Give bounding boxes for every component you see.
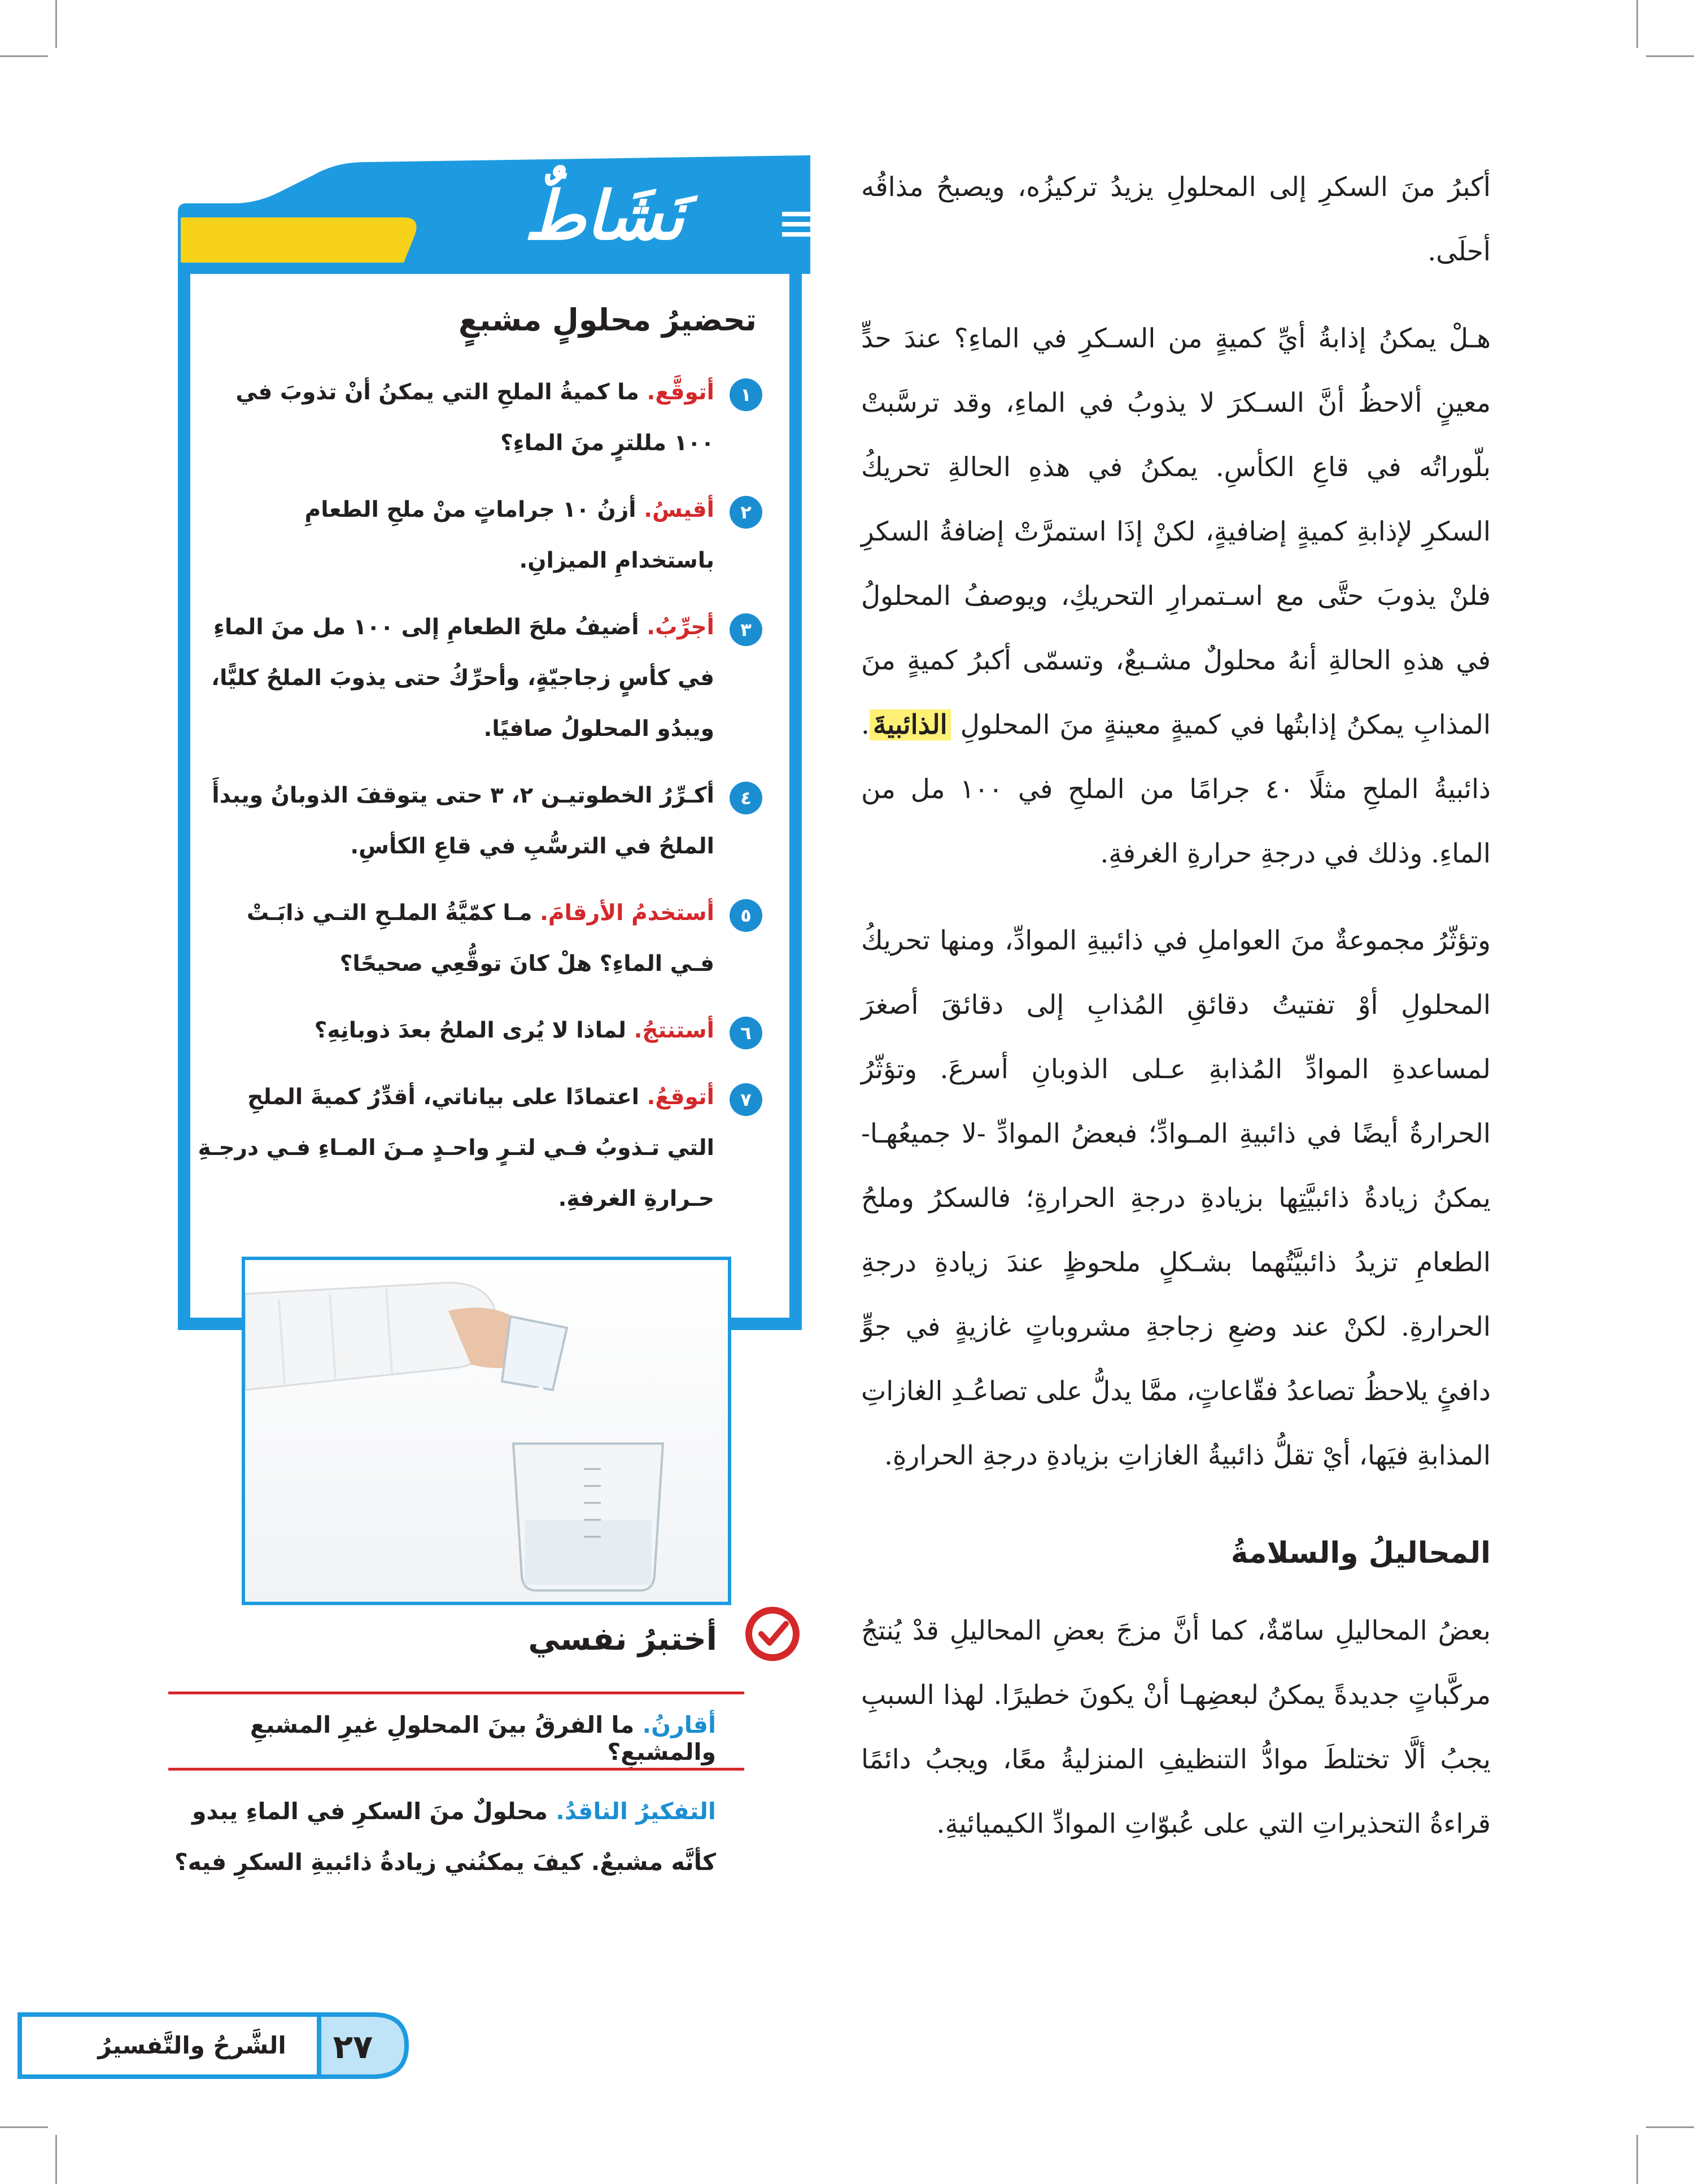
paragraph-factors: وتؤثّرُ مجموعةٌ منَ العواملِ في ذائبيةِ الموادِّ، ومنها تحريكُ المحلولِ أوْ تفتيتُ دقائقِ المُذابِ إلى دقائقَ أصغرَ لمساعدةِ الموادِّ المُذابةِ عـلى الذوبانِ أسرعَ. وتؤثّرُ الحرارةُ أيضًا في ذائبيةِ المـوادِّ؛ فبعضُ الموادِّ -لا جميعُهـا- يمكنُ زيادةُ ذائبيَّتِها بزيادةِ درجةِ الحرارةِ؛ فالسكرُ وملحُ الطعامِ تزيدُ ذائبيَّتُهما بشـكلٍ ملحوظٍ عندَ زيادةِ درجةِ الحرارةِ. لكنْ عند وضعِ زجاجةِ مشروباتٍ غازيةٍ في جوٍّ دافئٍ يلاحظُ تصاعدُ فقّاعاتٍ، ممَّا يدلُّ على تصاعُـدِ الغازاتِ المذابةِ فيَها، أيْ تقلُّ ذائبيةُ الغازاتِ بزيادةِ درجةِ الحرارةِ. [861,925,1491,1471]
crop-mark [55,2135,57,2184]
crop-mark [1636,2135,1638,2184]
activity-step [198,770,762,872]
step-text: لماذا لا يُرى الملحُ بعدَ ذوبانِهِ؟ [314,1018,634,1043]
checkmark-icon [744,1606,801,1662]
question-label: أقارنُ. [642,1711,716,1738]
step-number: ٥ [730,899,762,932]
crop-mark [55,0,57,48]
beaker-photo [242,1257,731,1605]
step-text: أكـرِّرُ الخطوتيـن ٢، ٣ حتى يتوقفَ الذوبانُ ويبدأَ الملحُ في الترسُّبِ في قاعِ الكأسِ. [212,783,714,859]
beaker-illustration [245,1260,728,1602]
activity-step [198,367,762,469]
activity-heading: تحضيرُ محلولٍ مشبعٍ [458,302,757,338]
step-keyword: أقيسُ. [644,497,714,522]
step-keyword: أتوقَّع. [647,380,714,405]
divider [168,1768,744,1771]
paragraph-solubility-part2: . ذائبيةُ الملحِ مثلًا ٤٠ جرامًا من الملحِ في ١٠٠ مل من الماءِ. وذلك في درجةِ حرارةِ الغرفةِ. [861,709,1491,869]
step-text: أضيفُ ملحَ الطعامِ إلى ١٠٠ مل منَ الماءِ في كأسٍ زجاجيّةٍ، وأحرِّكُ حتى يذوبَ الملحُ كليًّا، ويبدُو المحلولُ صافيًا. [211,614,714,742]
step-keyword: أستنتجُ. [634,1018,714,1043]
crop-mark [1636,0,1638,48]
question-label: التفكيرُ الناقدُ. [556,1798,716,1825]
solubility-term: الذائبيةَ [870,709,951,740]
crop-mark [1646,55,1694,57]
question-text: محلولٌ منَ السكرِ في الماءِ يبدو كأنَّه مشبعٌ. كيفَ يمكنُني زيادةُ ذائبيةِ السكرِ فيه؟ [174,1798,716,1876]
step-keyword: أتوقعُ. [647,1084,714,1110]
step-text: أزنُ ١٠ جراماتٍ منْ ملحِ الطعامِ باستخدامِ الميزانِ. [304,497,714,573]
activity-title: نَشَاطٌ [524,176,684,255]
question-text: ما الفرقُ بينَ المحلولِ غيرِ المشبعِ والمشبعِ؟ [250,1711,716,1765]
activity-steps [198,367,762,1240]
crop-mark [0,2126,48,2128]
footer-section-label: الشَّرحُ والتَّفسيرُ [98,2032,286,2059]
step-keyword: أستخدمُ الأرقامَ. [540,900,714,926]
paragraph-intro: أكبرُ منَ السكرِ إلى المحلولِ يزيدُ تركيزُه، ويصبحُ مذاقُه أحلَى. [861,172,1491,267]
step-number: ١ [730,378,762,411]
step-keyword: أجرِّبُ. [647,614,714,640]
main-text-column [861,155,1491,1858]
step-number: ٢ [730,496,762,529]
step-number: ٣ [730,613,762,646]
paragraph-solubility [861,307,1491,886]
step-text: مـا كمّيَّةُ الملـحِ التـي ذابَـتْ فـي الماءِ؟ هلْ كانَ توقُّعِي صحيحًا؟ [246,900,714,977]
page-number: ٢٧ [333,2028,373,2066]
crop-mark [0,55,48,57]
step-number: ٦ [730,1017,762,1049]
activity-step [198,888,762,989]
self-check-question [168,1786,716,1887]
paragraph-safety: بعضُ المحاليلِ سامّةٌ، كما أنَّ مزجَ بعضِ المحاليلِ قدْ يُنتجُ مركَّباتٍ جديدةً يمكنُ لبعضِهـا أنْ يكونَ خطيرًا. لهذا السببِ يجبُ ألَّا تختلطَ موادُّ التنظيفِ المنزليةُ معًا، ويجبُ دائمًا قراءةُ التحذيراتِ التي على عُبوّاتِ الموادِّ الكيميائيةِ. [861,1615,1491,1839]
self-check-question [168,1711,716,1765]
step-text: اعتمادًا على بياناتي، أقدِّرُ كميةَ الملحِ التي تـذوبُ فـي لتـرٍ واحـدٍ مـنَ المـاءِ فـي درجـةِ حـرارةِ الغرفةِ. [198,1084,714,1211]
crop-mark [1646,2126,1694,2128]
step-text: ما كميةُ الملحِ التي يمكنُ أنْ تذوبَ في ١٠٠ مللترٍ منَ الماءِ؟ [235,380,714,456]
step-number: ٧ [730,1083,762,1116]
activity-step [198,485,762,586]
activity-step [198,1072,762,1224]
activity-step [198,602,762,755]
paragraph-solubility-part1: هـلْ يمكنُ إذابةُ أيِّ كميةٍ من السـكرِ في الماءِ؟ عندَ حدٍّ معينٍ ألاحظُ أنَّ السـكرَ لا يذوبُ في الماءِ، وقد ترسَّبتْ بلّوراتُه في قاعِ الكأسِ. يمكنُ في هذهِ الحالةِ تحريكُ السكرِ لإذابةِ كميةٍ إضافيةٍ، لكنْ إذَا استمرَّتْ إضافةُ السكرِ فلنْ يذوبَ حتَّى مع اسـتمرارِ التحريكِ، ويوصفُ المحلولُ في هذهِ الحالةِ أنهُ محلولٌ مشـبعٌ، وتسمّى أكبرُ كميةٍ منَ المذابِ يمكنُ إذابتُها في كميةٍ معينةٍ منَ المحلولِ [861,323,1491,740]
step-number: ٤ [730,782,762,814]
section-heading: المحاليلُ والسلامةُ [1230,1536,1491,1570]
activity-step [198,1005,762,1056]
self-check-title: أختبرُ نفسي [528,1621,717,1658]
divider [168,1692,744,1694]
